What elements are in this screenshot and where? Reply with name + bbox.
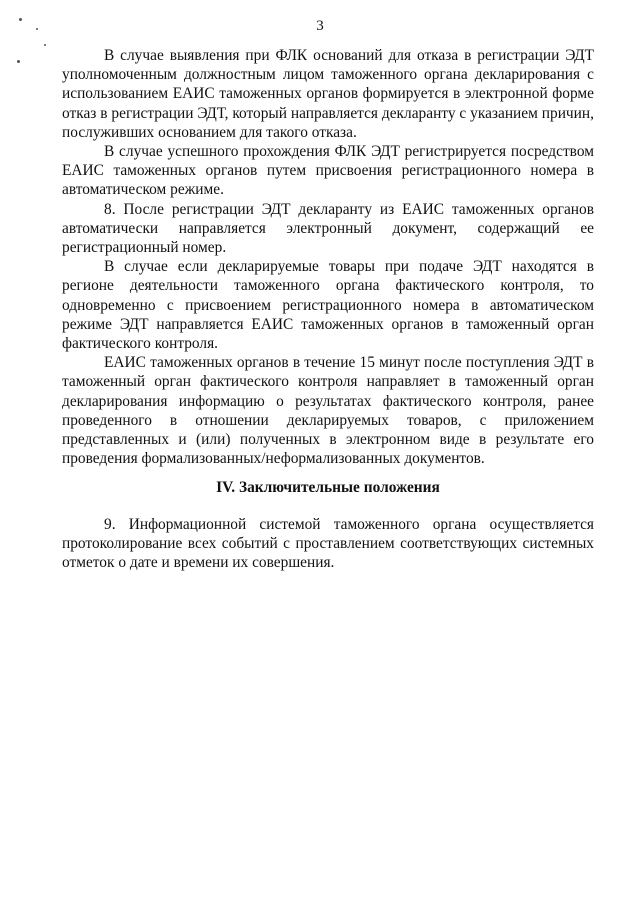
paragraph-flk-refusal: В случае выявления при ФЛК оснований для отказа в регистрации ЭДТ уполномоченным должностным лицом таможенного органа декларирования с использованием ЕАИС таможенных органов формируется в электронной форме отказ в регистрации ЭДТ, который направляется декларанту с указанием причин, послуживших основанием для такого отказа. (62, 47, 594, 141)
paragraph-15-minutes: ЕАИС таможенных органов в течение 15 минут после поступления ЭДТ в таможенный орган фактического контроля направляет в таможенный орган декларирования информацию о результатах фактического контроля, ранее проведенного в отношении декларируемых товаров, с приложением представленных и (или) полученных в электронном виде в результате его проведения формализованных/неформализованных документов. (62, 354, 594, 468)
document-body (62, 46, 594, 572)
paragraph-actual-control-region: В случае если декларируемые товары при подаче ЭДТ находятся в регионе деятельности таможенного органа фактического контроля, то одновременно с присвоением регистрационного номера в автоматическом режиме ЭДТ направляется ЕАИС таможенных органов в таможенный орган фактического контроля. (62, 258, 594, 353)
page-number: 3 (316, 18, 324, 34)
paragraph-item-9: 9. Информационной системой таможенного органа осуществляется протоколирование всех событий с проставлением соответствующих системных отметок о дате и времени их совершения. (62, 515, 594, 572)
section-heading: IV. Заключительные положения (216, 479, 440, 497)
paragraph-flk-success: В случае успешного прохождения ФЛК ЭДТ регистрируется посредством ЕАИС таможенных органов путем присвоения регистрационного номера в автоматическом режиме. (62, 143, 594, 199)
scan-speck (44, 44, 46, 46)
paragraph-item-8: 8. После регистрации ЭДТ декларанту из ЕАИС таможенных органов автоматически направляется электронный документ, содержащий ее регистрационный номер. (62, 200, 594, 257)
scan-speck (17, 60, 20, 63)
